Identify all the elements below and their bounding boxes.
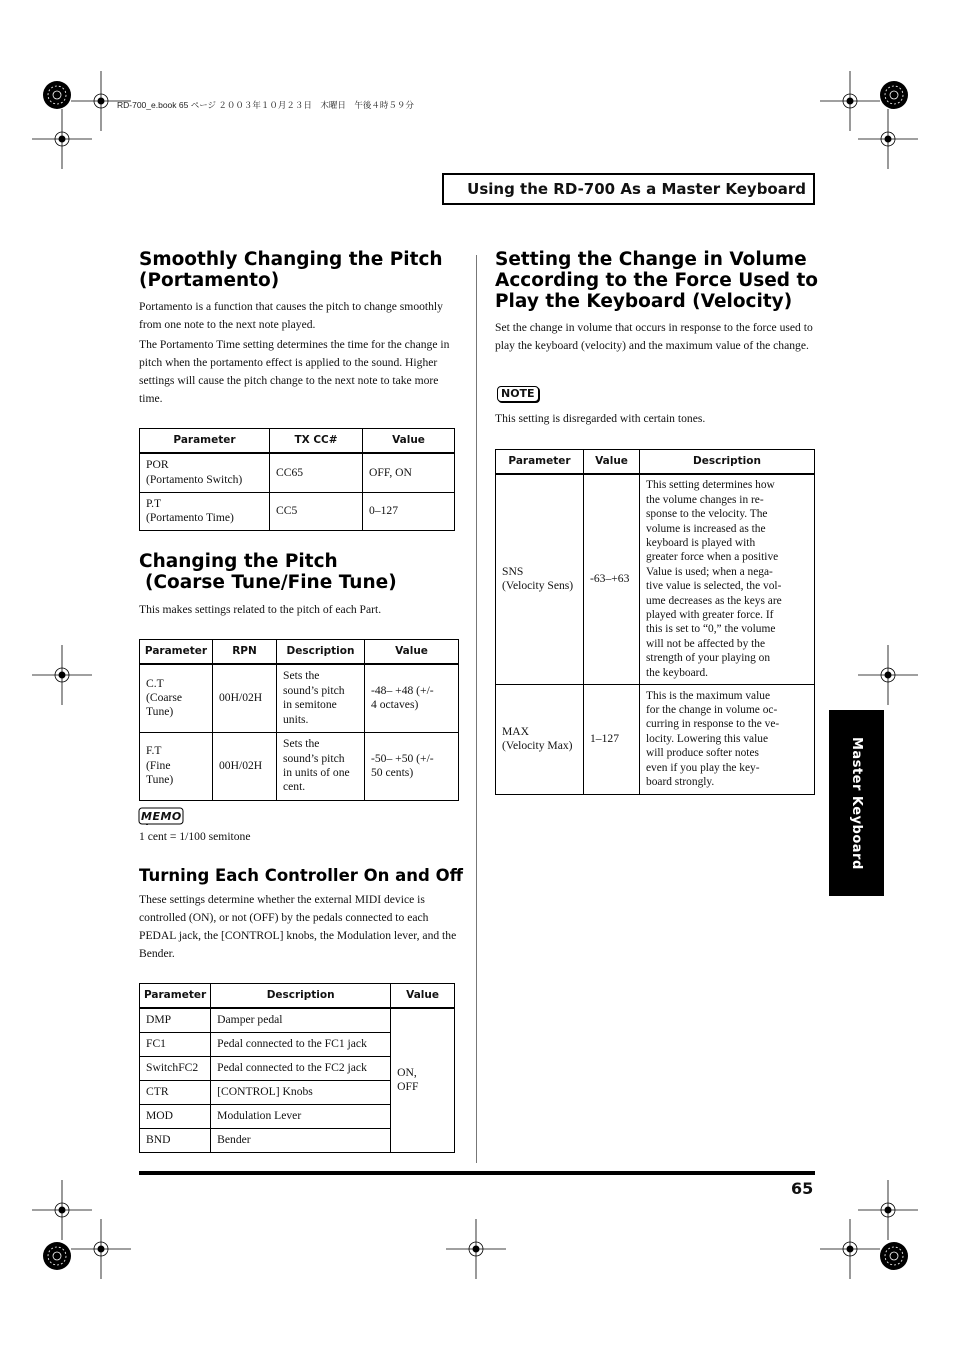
table-cell: Bender — [211, 1128, 391, 1152]
table-header: Parameter — [496, 450, 584, 475]
table-cell: 1–127 — [584, 684, 640, 794]
velocity-paragraph: Set the change in volume that occurs in response to the force used to play the keyboard (velocity) and the maximum value of the change. — [495, 321, 813, 352]
portamento-paragraph-2: The Portamento Time setting determines the time for the change in pitch when the portamento effect is applied to the sound. Higher settings will cause the pitch change to the next note to take more time. — [139, 338, 450, 405]
footer-rule — [139, 1171, 815, 1175]
table-header: Description — [640, 450, 815, 475]
controllers-table — [139, 983, 455, 1153]
portamento-title: Smoothly Changing the Pitch (Portamento) — [139, 249, 443, 291]
table-cell: MOD — [140, 1104, 211, 1128]
note-text: This setting is disregarded with certain tones. — [495, 412, 706, 425]
table-cell: Pedal connected to the FC1 jack — [211, 1032, 391, 1056]
portamento-paragraph-1: Portamento is a function that causes the pitch to change smoothly from one note to the next note played. — [139, 300, 443, 331]
side-tab-label: Master Keyboard — [849, 736, 864, 870]
velocity-title — [495, 249, 825, 312]
controllers-title: Turning Each Controller On and Off — [139, 866, 463, 885]
memo-text: 1 cent = 1/100 semitone — [139, 830, 251, 843]
table-header: Description — [211, 984, 391, 1009]
table-row — [140, 732, 459, 800]
table-cell: Pedal connected to the FC2 jack — [211, 1056, 391, 1080]
coarse-fine-table — [139, 639, 459, 801]
file-info: RD-700_e.book 65 ページ ２００３年１０月２３日 木曜日 午後４時５９分 — [117, 100, 414, 110]
table-row — [140, 664, 459, 732]
coarse-fine-title-line-2: (Coarse Tune/Fine Tune) — [145, 572, 397, 593]
velocity-title-line-1: Setting the Change in Volume — [495, 249, 807, 270]
table-row — [140, 1008, 455, 1032]
table-header: Parameter — [140, 429, 270, 454]
table-cell: BND — [140, 1128, 211, 1152]
table-row — [140, 492, 455, 530]
table-row — [496, 684, 815, 794]
table-cell: MAX (Velocity Max) — [496, 684, 584, 794]
coarse-fine-title-line-1: Changing the Pitch — [139, 551, 338, 572]
table-cell: C.T (Coarse Tune) — [140, 664, 213, 732]
table-cell: 00H/02H — [213, 664, 277, 732]
table-cell: Modulation Lever — [211, 1104, 391, 1128]
table-cell: SwitchFC2 — [140, 1056, 211, 1080]
table-cell: CC65 — [270, 453, 363, 492]
velocity-table — [495, 449, 815, 795]
memo-label: MEMO — [141, 810, 182, 823]
table-header: Value — [391, 984, 455, 1009]
table-header: Value — [365, 640, 459, 665]
table-cell: DMP — [140, 1008, 211, 1032]
table-cell: Damper pedal — [211, 1008, 391, 1032]
column-divider — [476, 255, 477, 1163]
controllers-paragraph: These settings determine whether the external MIDI device is controlled (ON), or not (OFF) by the pedals connected to each PEDAL jack, the [CONTROL] knobs, the Modulation lever, and the Bender. — [139, 893, 457, 960]
velocity-title-line-3: Play the Keyboard (Velocity) — [495, 291, 793, 312]
table-header: Parameter — [140, 640, 213, 665]
coarse-fine-title — [139, 551, 459, 593]
table-cell: Sets the sound’s pitch in units of one cent. — [277, 732, 365, 800]
page-number: 65 — [791, 1179, 814, 1198]
table-cell-value: ON, OFF — [391, 1008, 455, 1152]
table-cell: F.T (Fine Tune) — [140, 732, 213, 800]
table-cell: CC5 — [270, 492, 363, 530]
table-cell: CTR — [140, 1080, 211, 1104]
table-header: RPN — [213, 640, 277, 665]
velocity-title-line-2: According to the Force Used to — [495, 270, 819, 291]
side-tab — [829, 710, 884, 896]
table-cell: -50– +50 (+/- 50 cents) — [365, 732, 459, 800]
table-cell: OFF, ON — [363, 453, 455, 492]
table-header: Parameter — [140, 984, 211, 1009]
memo-icon — [141, 810, 182, 823]
table-cell: 0–127 — [363, 492, 455, 530]
table-row — [140, 453, 455, 492]
table-cell: P.T (Portamento Time) — [140, 492, 270, 530]
table-cell: [CONTROL] Knobs — [211, 1080, 391, 1104]
note-icon: NOTE — [497, 386, 539, 402]
header-title: Using the RD-700 As a Master Keyboard — [442, 173, 815, 205]
table-cell: This setting determines how the volume changes in re- sponse to the velocity. The volume is increased as the keyboard is played with greater force when a positive Value is used; when a nega- tive value is selected, the vol- ume decreases as the keys are played with greater force. If this is set to “0,” the volume will not be affected by the strength of your playing on the keyboard. — [640, 474, 815, 684]
table-cell: -63–+63 — [584, 474, 640, 684]
table-cell: 00H/02H — [213, 732, 277, 800]
table-header: Value — [363, 429, 455, 454]
table-cell: This is the maximum value for the change in volume oc- curring in response to the ve- locity. Lowering this value will produce softer notes even if you play the key- board strongly. — [640, 684, 815, 794]
table-header: TX CC# — [270, 429, 363, 454]
coarse-fine-paragraph: This makes settings related to the pitch of each Part. — [139, 603, 382, 616]
portamento-table — [139, 428, 455, 531]
table-cell: SNS (Velocity Sens) — [496, 474, 584, 684]
portamento-body — [139, 298, 459, 410]
table-cell: FC1 — [140, 1032, 211, 1056]
table-cell: POR (Portamento Switch) — [140, 453, 270, 492]
table-cell: Sets the sound’s pitch in semitone units. — [277, 664, 365, 732]
table-cell: -48– +48 (+/- 4 octaves) — [365, 664, 459, 732]
table-header: Description — [277, 640, 365, 665]
table-header: Value — [584, 450, 640, 475]
table-row — [496, 474, 815, 684]
